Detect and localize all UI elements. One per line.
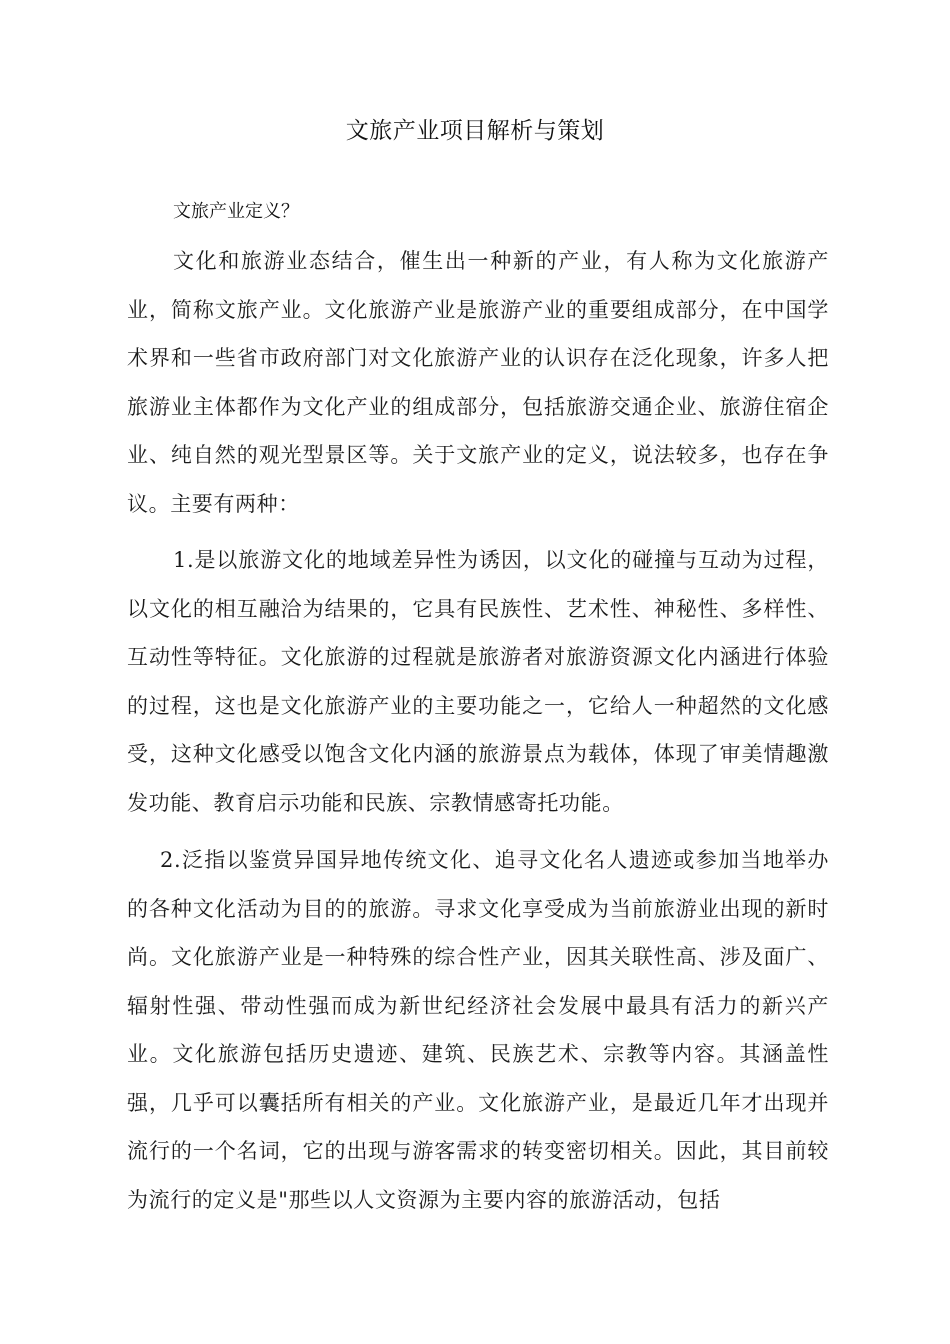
paragraph-definition-2: 2.泛指以鉴赏异国异地传统文化、追寻文化名人遗迹或参加当地举办的各种文化活动为目的的旅游。寻求文化享受成为当前旅游业出现的新时尚。文化旅游产业是一种特殊的综合性产业，因其关联性高、涉及面广、辐射性强、带动性强而成为新世纪经济社会发展中最具有活力的新兴产业。文化旅游包括历史遗迹、建筑、民族艺术、宗教等内容。其涵盖性强，几乎可以囊括所有相关的产业。文化旅游产业，是最近几年才出现并流行的一个名词，它的出现与游客需求的转变密切相关。因此，其目前较为流行的定义是"那些以人文资源为主要内容的旅游活动，包括: [127, 848, 829, 1212]
paragraph-intro: 文化和旅游业态结合，催生出一种新的产业，有人称为文化旅游产业，简称文旅产业。文化旅游产业是旅游产业的重要组成部分，在中国学术界和一些省市政府部门对文化旅游产业的认识存在泛化现象，许多人把旅游业主体都作为文化产业的组成部分，包括旅游交通企业、旅游住宿企业、纯自然的观光型景区等。关于文旅产业的定义，说法较多，也存在争议。主要有两种：: [127, 249, 829, 516]
section-heading: 文旅产业定义？: [173, 201, 299, 222]
document-title: 文旅产业项目解析与策划: [345, 118, 605, 144]
paragraph-definition-1: 1.是以旅游文化的地域差异性为诱因，以文化的碰撞与互动为过程，以文化的相互融洽为结果的，它具有民族性、艺术性、神秘性、多样性、互动性等特征。文化旅游的过程就是旅游者对旅游资源文化内涵进行体验的过程，这也是文化旅游产业的主要功能之一，它给人一种超然的文化感受，这种文化感受以饱含文化内涵的旅游景点为载体，体现了审美情趣激发功能、教育启示功能和民族、宗教情感寄托功能。: [127, 548, 829, 815]
